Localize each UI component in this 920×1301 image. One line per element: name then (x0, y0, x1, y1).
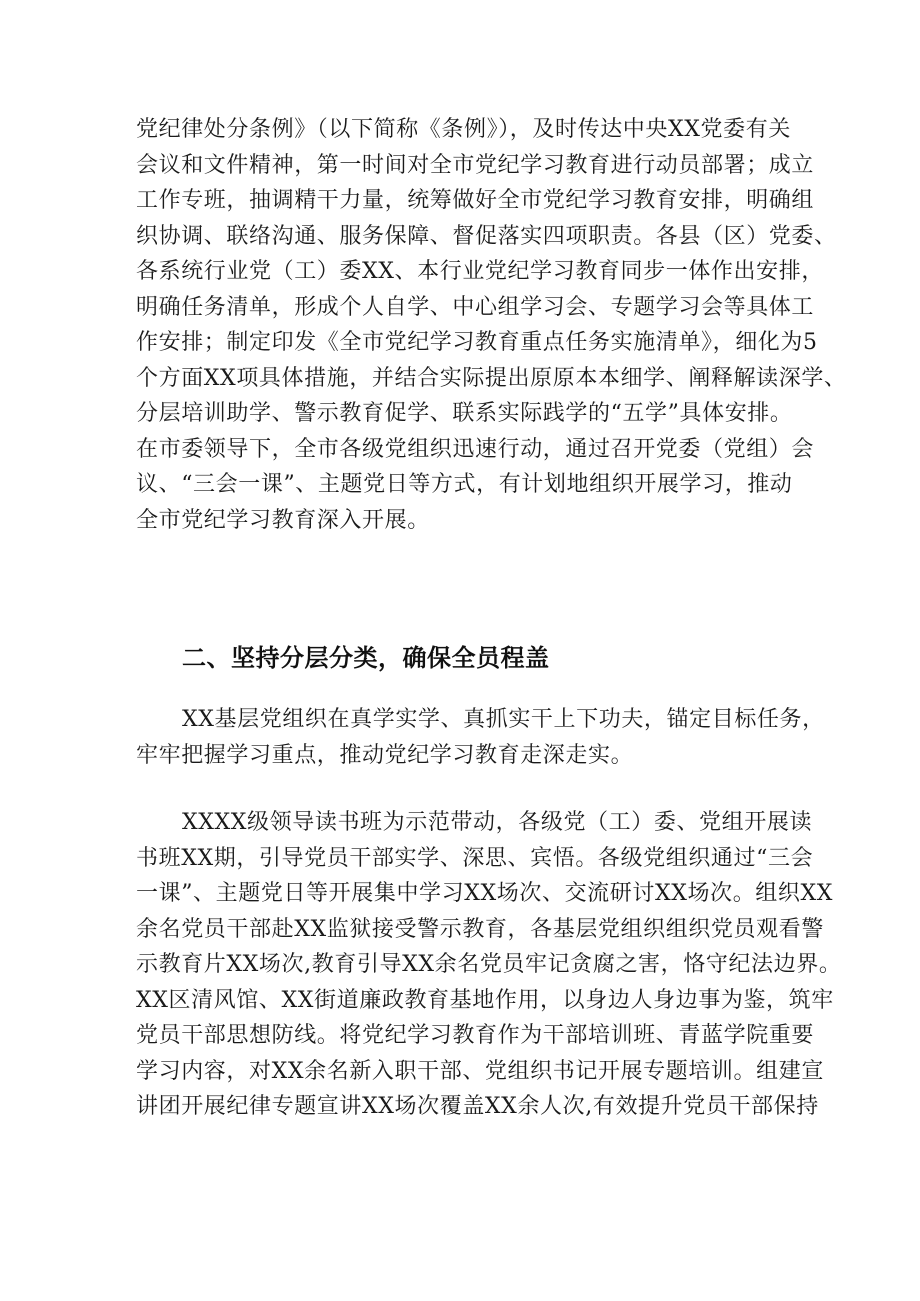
text-line: 明确任务清单，形成个人自学、中心组学习会、专题学习会等具体工 (136, 294, 815, 320)
text-line: 牢牢把握学习重点，推动党纪学习教育走深走实。 (136, 742, 634, 768)
text-line: 示教育片XX场次,教育引导XX余名党员牢记贪腐之害，恪守纪法边界。 (136, 952, 842, 977)
text-line: 议、“三会一课”、主题党日等方式，有计划地组织开展学习，推动 (136, 472, 793, 497)
text-line: 余名党员干部赴XX监狱接受警示教育，各基层党组织组织党员观看警 (136, 916, 824, 942)
text-line: 党员干部思想防线。将党纪学习教育作为干部培训班、青蓝学院重要 (136, 1023, 815, 1048)
text-line: 工作专班，抽调精干力量，统筹做好全市党纪学习教育安排，明确组 (136, 188, 815, 213)
text-line: 学习内容，对XX余名新入职干部、党组织书记开展专题培训。组建宣 (136, 1058, 824, 1084)
paragraph-implementation-arrangements (136, 112, 847, 538)
text-line: 各系统行业党（工）委XX、本行业党纪学习教育同步一体作出安排， (136, 259, 824, 284)
text-line: 在市委领导下，全市各级党组织迅速行动，通过召开党委（党组）会 (136, 436, 815, 462)
text-line: 书班XX期，引导党员干部实学、深思、宾悟。各级党组织通过“三会 (136, 845, 814, 871)
text-line: 全市党纪学习教育深入开展。 (136, 507, 430, 533)
section-heading: 二、坚持分层分类，确保全员程盖 (182, 644, 550, 672)
text-line: 会议和文件精神，第一时间对全市党纪学习教育进行动员部署；成立 (136, 152, 815, 178)
text-line: 个方面XX项具体措施，并结合实际提出原原本本细学、阐释解读深学、 (136, 365, 847, 391)
text-line: XX区清风馆、XX街道廉政教育基地作用，以身边人身边事为鉴，筑牢 (136, 987, 834, 1013)
text-line: 讲团开展纪律专题宣讲XX场次覆盖XX余人次,有效提升党员干部保持 (136, 1094, 819, 1119)
text-line: XX基层党组织在真学实学、真抓实干上下功夫，锚定目标任务， (182, 707, 825, 732)
text-line: 党纪律处分条例》（以下简称《条例》），及时传达中央XX党委有关 (136, 117, 791, 142)
text-line: 分层培训助学、警示教育促学、联系实际践学的“五学”具体安排。 (136, 401, 793, 426)
text-line: 作安排；制定印发《全市党纪学习教育重点任务实施清单》，细化为5 (136, 330, 818, 355)
text-line: 织协调、联络沟通、服务保障、督促落实四项职责。各县（区）党委、 (136, 223, 837, 249)
text-line: XXXX级领导读书班为示范带动，各级党（工）委、党组开展读 (182, 810, 813, 835)
paragraph-section-intro (136, 702, 825, 773)
paragraph-training-details (136, 805, 842, 1125)
text-line: 一课”、主题党日等开展集中学习XX场次、交流研讨XX场次。组织XX (136, 881, 834, 906)
